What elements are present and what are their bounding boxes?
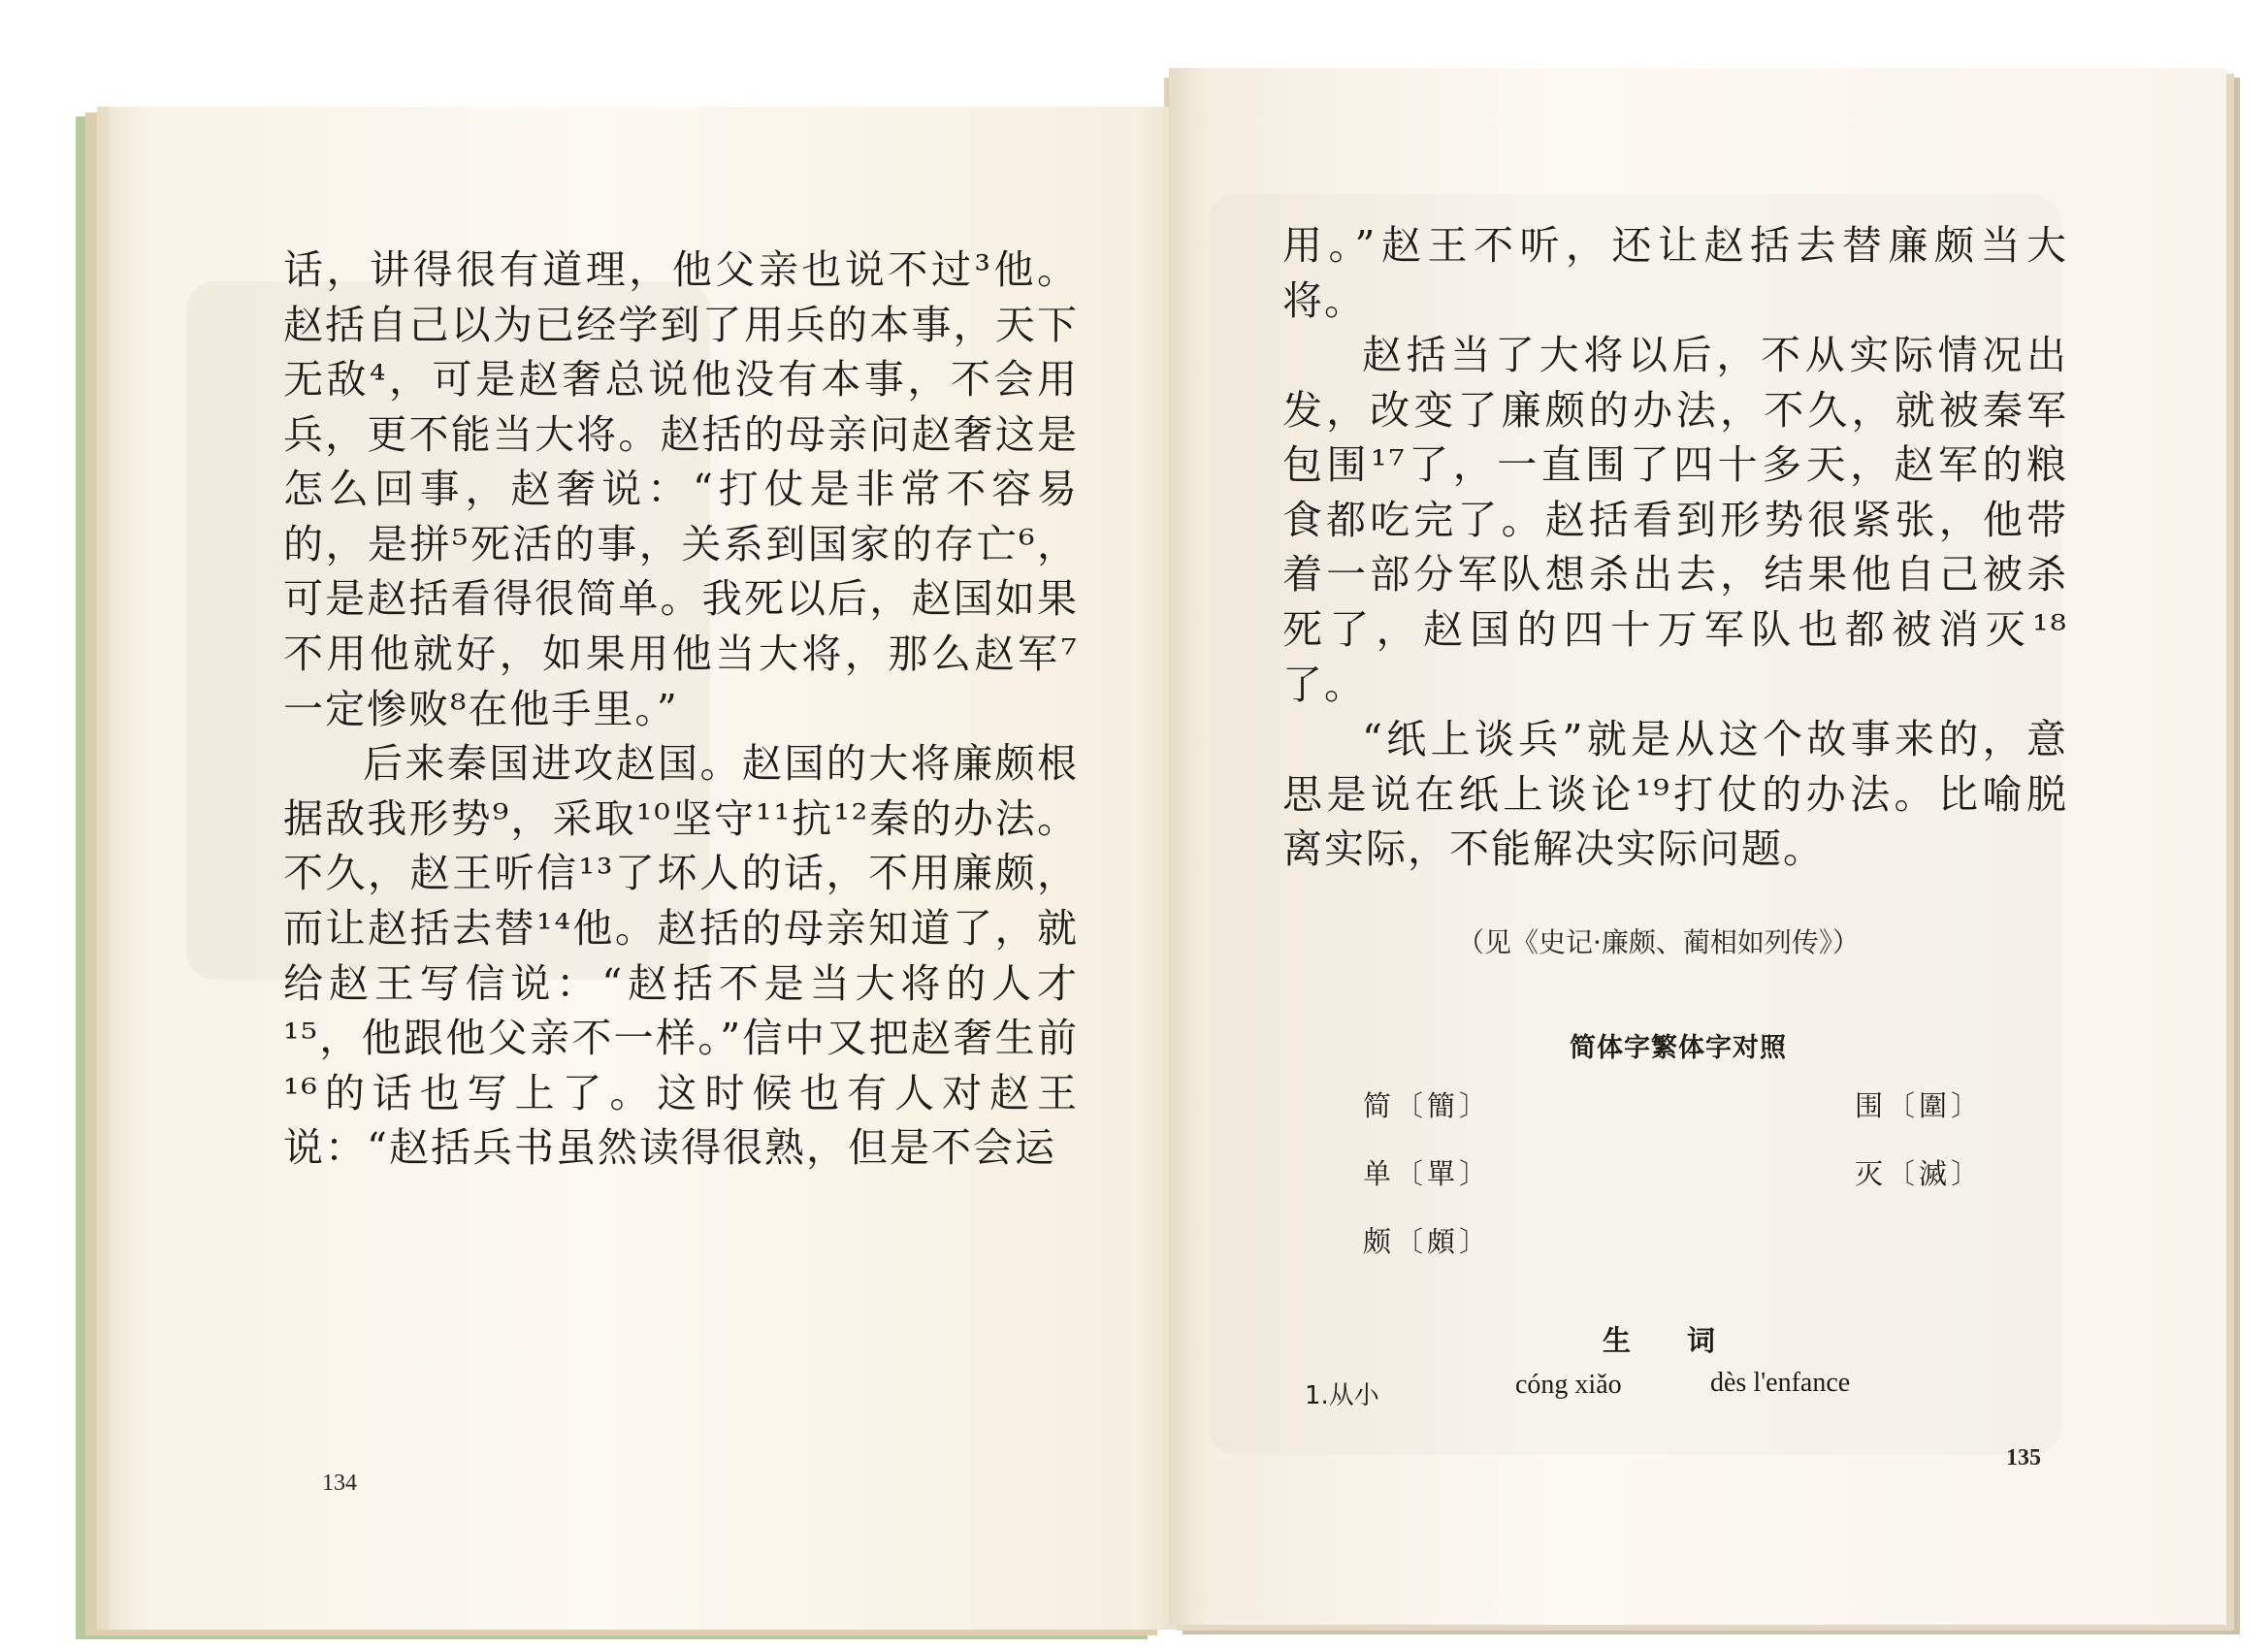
simplified-char: 单 <box>1363 1157 1396 1190</box>
right-paragraph-3: “纸上谈兵”就是从这个故事来的，意思是说在纸上谈论¹⁹打仗的办法。比喻脱离实际，不能解决实际问题。 <box>1282 716 2068 873</box>
vocab-pinyin: cóng xiǎo <box>1515 1370 1622 1400</box>
right-page-number: 135 <box>2006 1445 2041 1471</box>
traditional-char: 〔單〕 <box>1395 1157 1492 1190</box>
char-pair <box>1363 1220 1491 1260</box>
traditional-char: 〔頗〕 <box>1395 1225 1492 1258</box>
vocab-word: 1.从小 <box>1305 1381 1379 1410</box>
char-table-heading: 简体字繁体字对照 <box>1570 1033 1787 1063</box>
simplified-char: 简 <box>1363 1089 1396 1122</box>
char-pair <box>1855 1152 1983 1192</box>
right-paragraph-1: 用。”赵王不听，还让赵括去替廉颇当大将。 <box>1282 222 2068 324</box>
char-pair <box>1363 1084 1491 1124</box>
traditional-char: 〔滅〕 <box>1887 1157 1984 1190</box>
right-paragraph-2: 赵括当了大将以后，不从实际情况出发，改变了廉颇的办法，不久，就被秦军包围¹⁷了，一直围了四十多天，赵军的粮食都吃完了。赵括看到形势很紧张，他带着一部分军队想杀出去，结果他自己被杀死了，赵国的四十万军队也都被消灭¹⁸了。 <box>1282 332 2068 708</box>
simplified-char: 围 <box>1855 1089 1888 1122</box>
left-paragraph-1: 话，讲得很有道理，他父亲也说不过³他。赵括自己以为已经学到了用兵的本事，天下无敌⁴，可是赵奢总说他没有本事，不会用兵，更不能当大将。赵括的母亲问赵奢这是怎么回事，赵奢说：“打仗是非常不容易的，是拼⁵死活的事，关系到国家的存亡⁶，可是赵括看得很简单。我死以后，赵国如果不用他就好，如果用他当大将，那么赵军⁷一定惨败⁸在他手里。” <box>283 246 1079 732</box>
traditional-char: 〔圍〕 <box>1887 1089 1984 1122</box>
left-page-body <box>283 242 1079 1176</box>
vocab-meaning: dès l'enfance <box>1710 1368 1851 1398</box>
right-page-body <box>1282 218 2068 877</box>
traditional-char: 〔簡〕 <box>1395 1089 1492 1122</box>
char-pair <box>1363 1152 1491 1192</box>
char-pair <box>1855 1084 1983 1124</box>
simplified-char: 灭 <box>1855 1157 1888 1190</box>
vocab-heading: 生 词 <box>1603 1324 1716 1357</box>
source-citation: （见《史记·廉颇、蔺相如列传》） <box>1457 926 1860 958</box>
left-page-number: 134 <box>322 1471 357 1496</box>
left-paragraph-2: 后来秦国进攻赵国。赵国的大将廉颇根据敌我形势⁹，采取¹⁰坚守¹¹抗¹²秦的办法。不久，赵王听信¹³了坏人的话，不用廉颇，而让赵括去替¹⁴他。赵括的母亲知道了，就给赵王写信说：“赵括不是当大将的人才¹⁵，他跟他父亲不一样。”信中又把赵奢生前¹⁶的话也写上了。这时候也有人对赵王说：“赵括兵书虽然读得很熟，但是不会运 <box>283 740 1079 1172</box>
simplified-char: 颇 <box>1363 1225 1396 1258</box>
